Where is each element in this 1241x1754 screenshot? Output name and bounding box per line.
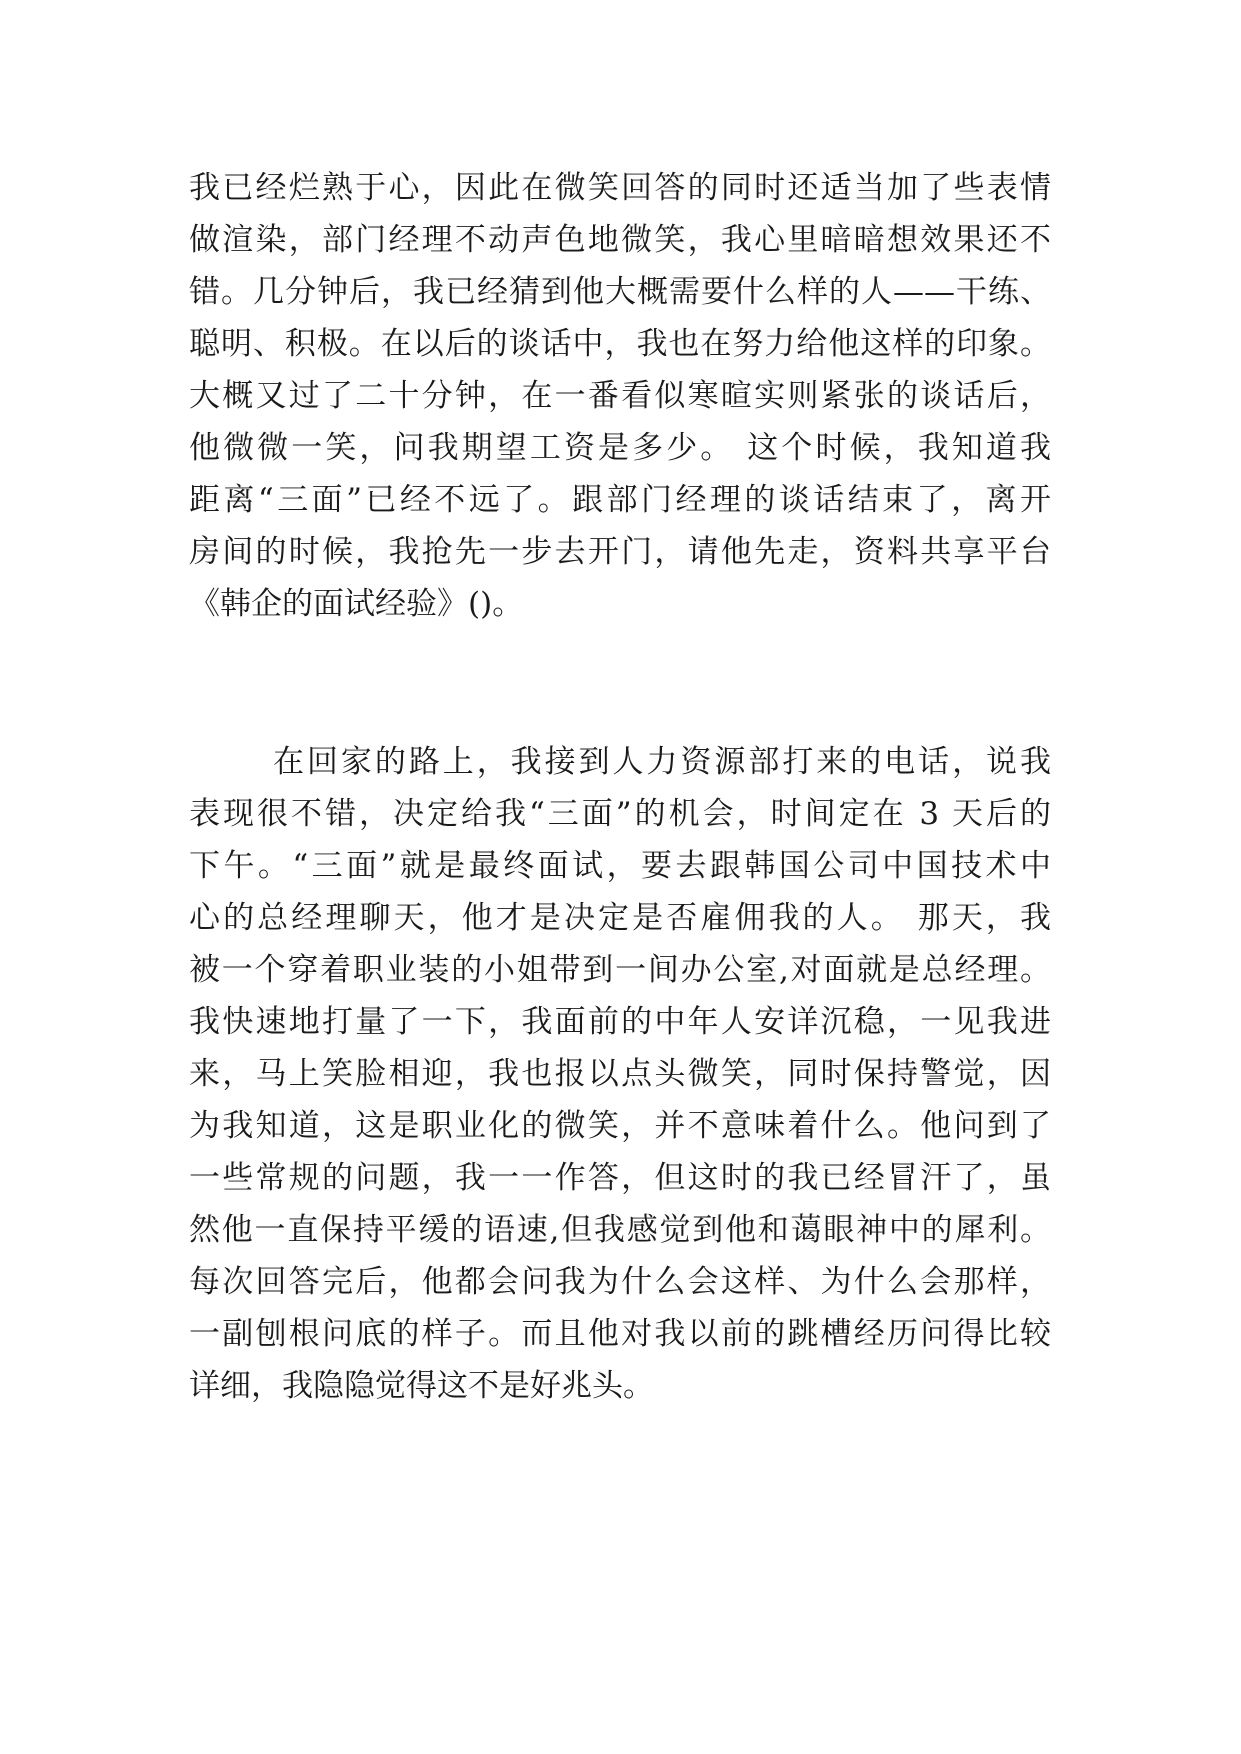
paragraph-1 xyxy=(189,162,1051,630)
paragraph-2 xyxy=(189,736,1051,1412)
text-line: 房间的时候，我抢先一步去开门，请他先走，资料共享平台 xyxy=(189,534,1051,570)
text-line: 一些常规的问题，我一一作答，但这时的我已经冒汗了，虽 xyxy=(189,1160,1051,1196)
text-line: 每次回答完后，他都会问我为什么会这样、为什么会那样， xyxy=(189,1264,1051,1300)
text-line: 下午。“三面”就是最终面试，要去跟韩国公司中国技术中 xyxy=(189,848,1051,884)
text-line: 大概又过了二十分钟，在一番看似寒暄实则紧张的谈话后， xyxy=(189,378,1051,414)
text-line: 我已经烂熟于心，因此在微笑回答的同时还适当加了些表情 xyxy=(189,170,1051,206)
text-line: 在回家的路上，我接到人力资源部打来的电话，说我 xyxy=(273,744,1051,780)
text-line: 表现很不错，决定给我“三面”的机会，时间定在 3 天后的 xyxy=(189,796,1051,832)
text-line: 为我知道，这是职业化的微笑，并不意味着什么。他问到了 xyxy=(189,1108,1051,1144)
text-line: 详细，我隐隐觉得这不是好兆头。 xyxy=(189,1368,654,1404)
text-line: 他微微一笑，问我期望工资是多少。 这个时候，我知道我 xyxy=(189,430,1051,466)
text-line: 然他一直保持平缓的语速,但我感觉到他和蔼眼神中的犀利。 xyxy=(189,1212,1051,1248)
text-line: 来，马上笑脸相迎，我也报以点头微笑，同时保持警觉，因 xyxy=(189,1056,1051,1092)
text-line: 一副刨根问底的样子。而且他对我以前的跳槽经历问得比较 xyxy=(189,1316,1051,1352)
text-line: 心的总经理聊天，他才是决定是否雇佣我的人。 那天，我 xyxy=(189,900,1051,936)
text-line: 做渲染，部门经理不动声色地微笑，我心里暗暗想效果还不 xyxy=(189,222,1051,258)
text-line: 我快速地打量了一下，我面前的中年人安详沉稳，一见我进 xyxy=(189,1004,1051,1040)
text-line: 错。几分钟后，我已经猜到他大概需要什么样的人——干练、 xyxy=(189,274,1051,310)
text-line: 聪明、积极。在以后的谈话中，我也在努力给他这样的印象。 xyxy=(189,326,1051,362)
text-line: 被一个穿着职业装的小姐带到一间办公室,对面就是总经理。 xyxy=(189,952,1051,988)
text-line: 距离“三面”已经不远了。跟部门经理的谈话结束了，离开 xyxy=(189,482,1051,518)
text-line: 《韩企的面试经验》()。 xyxy=(189,586,524,622)
